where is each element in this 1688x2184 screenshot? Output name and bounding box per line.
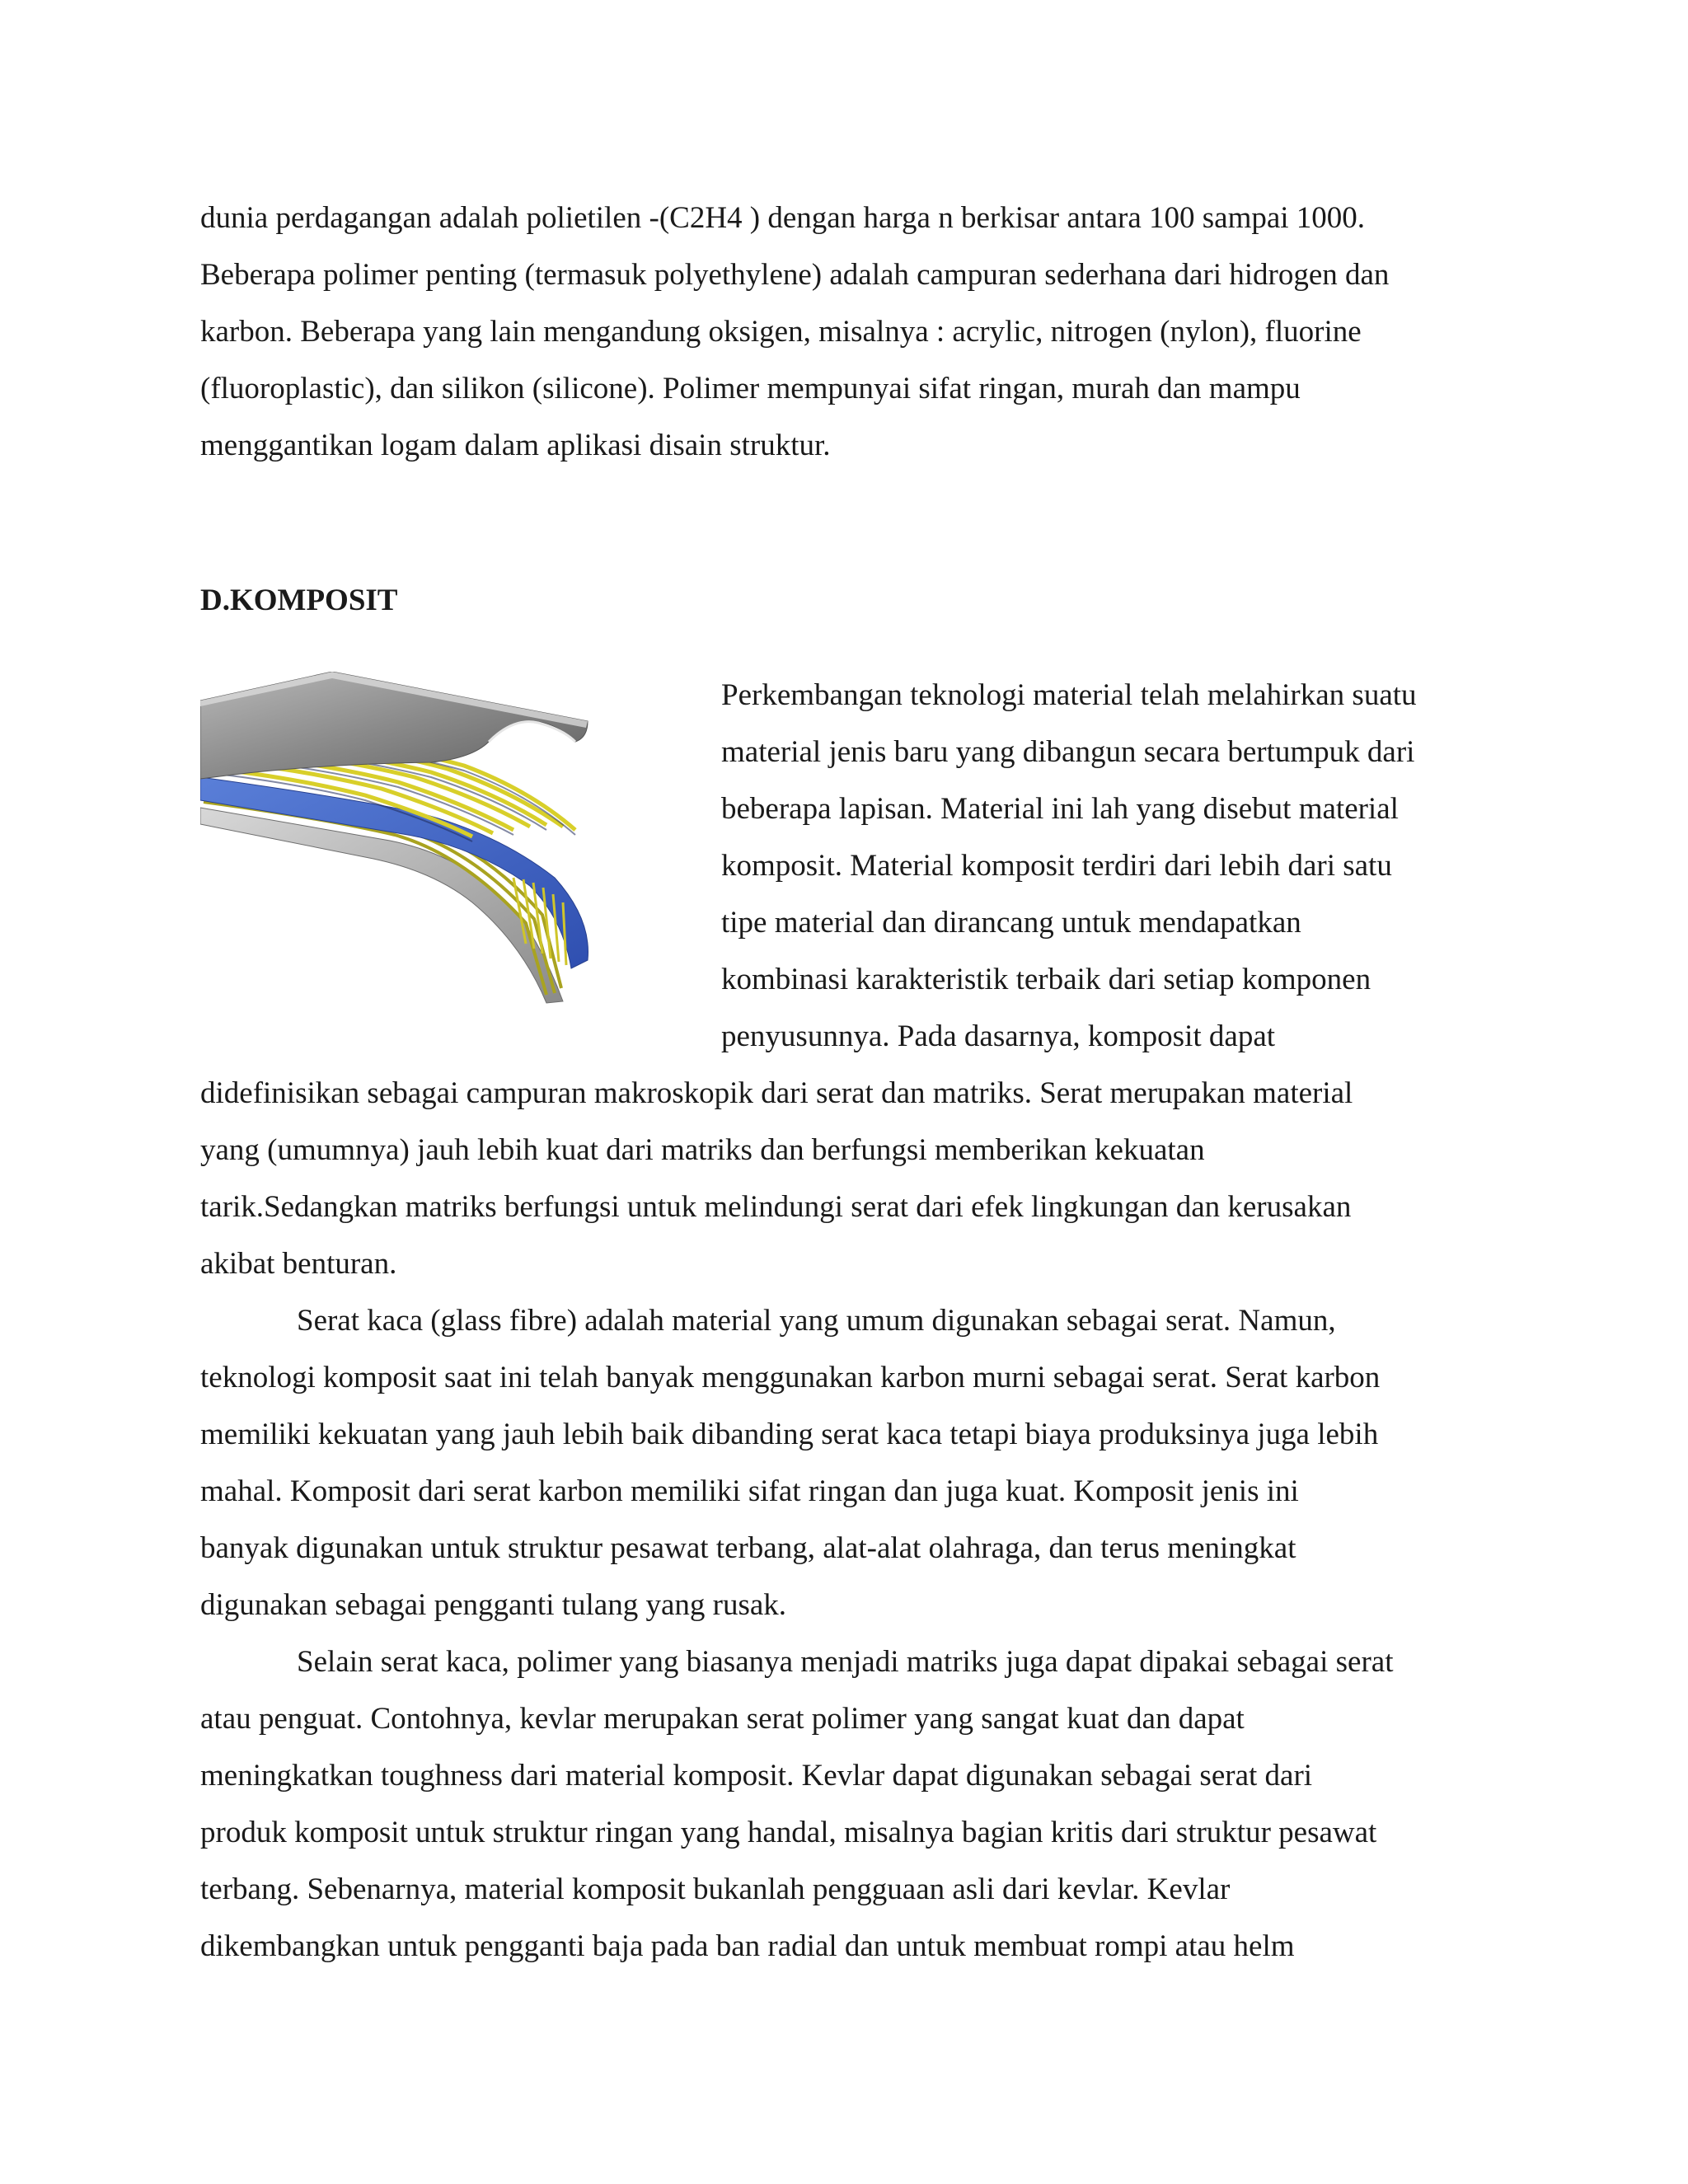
para3-line-4: produk komposit untuk struktur ringan yang handal, misalnya bagian kritis dari struktur pesawat [200, 1816, 1377, 1849]
para1-line-11: akibat benturan. [200, 1247, 397, 1281]
para2-line-4: mahal. Komposit dari serat karbon memiliki sifat ringan dan juga kuat. Komposit jenis ini [200, 1474, 1299, 1508]
intro-line-2: Beberapa polimer penting (termasuk polyethylene) adalah campuran sederhana dari hidrogen dan [200, 258, 1390, 292]
para2-line-3: memiliki kekuatan yang jauh lebih baik dibanding serat kaca tetapi biaya produksinya juga lebih [200, 1418, 1379, 1451]
para1-line-10: tarik.Sedangkan matriks berfungsi untuk melindungi serat dari efek lingkungan dan kerusakan [200, 1190, 1352, 1224]
composite-layers-illustration [200, 672, 662, 1018]
para1-line-9: yang (umumnya) jauh lebih kuat dari matriks dan berfungsi memberikan kekuatan [200, 1133, 1205, 1167]
para2-line-6: digunakan sebagai pengganti tulang yang rusak. [200, 1588, 787, 1622]
para2-line-2: teknologi komposit saat ini telah banyak menggunakan karbon murni sebagai serat. Serat karbon [200, 1361, 1381, 1394]
intro-line-4: (fluoroplastic), dan silikon (silicone). Polimer mempunyai sifat ringan, murah dan mampu [200, 372, 1301, 405]
para1-right-line-1: Perkembangan teknologi material telah melahirkan suatu [721, 678, 1417, 712]
section-heading: D.KOMPOSIT [200, 583, 398, 617]
para2-line-5: banyak digunakan untuk struktur pesawat terbang, alat-alat olahraga, dan terus meningkat [200, 1531, 1296, 1565]
para3-line-6: dikembangkan untuk pengganti baja pada ban radial dan untuk membuat rompi atau helm [200, 1929, 1295, 1963]
para1-right-line-5: tipe material dan dirancang untuk mendapatkan [721, 906, 1301, 940]
para3-line-3: meningkatkan toughness dari material komposit. Kevlar dapat digunakan sebagai serat dari [200, 1759, 1313, 1793]
para2-line-1: Serat kaca (glass fibre) adalah material yang umum digunakan sebagai serat. Namun, [297, 1304, 1336, 1338]
para1-right-line-4: komposit. Material komposit terdiri dari lebih dari satu [721, 849, 1392, 883]
para1-right-line-7: penyusunnya. Pada dasarnya, komposit dapat [721, 1019, 1276, 1053]
para3-line-1: Selain serat kaca, polimer yang biasanya menjadi matriks juga dapat dipakai sebagai serat [297, 1645, 1394, 1679]
para1-line-8: didefinisikan sebagai campuran makroskopik dari serat dan matriks. Serat merupakan material [200, 1076, 1353, 1110]
para1-right-line-6: kombinasi karakteristik terbaik dari setiap komponen [721, 963, 1372, 996]
para3-line-5: terbang. Sebenarnya, material komposit bukanlah pengguaan asli dari kevlar. Kevlar [200, 1872, 1231, 1906]
intro-line-3: karbon. Beberapa yang lain mengandung oksigen, misalnya : acrylic, nitrogen (nylon), fluorine [200, 315, 1362, 349]
para1-right-line-3: beberapa lapisan. Material ini lah yang disebut material [721, 792, 1399, 826]
para1-right-line-2: material jenis baru yang dibangun secara bertumpuk dari [721, 735, 1415, 769]
composite-layers-svg [200, 672, 662, 1018]
para3-line-2: atau penguat. Contohnya, kevlar merupakan serat polimer yang sangat kuat dan dapat [200, 1702, 1245, 1736]
intro-line-5: menggantikan logam dalam aplikasi disain struktur. [200, 429, 831, 462]
intro-line-1: dunia perdagangan adalah polietilen -(C2H4 ) dengan harga n berkisar antara 100 sampai 1000. [200, 201, 1366, 235]
